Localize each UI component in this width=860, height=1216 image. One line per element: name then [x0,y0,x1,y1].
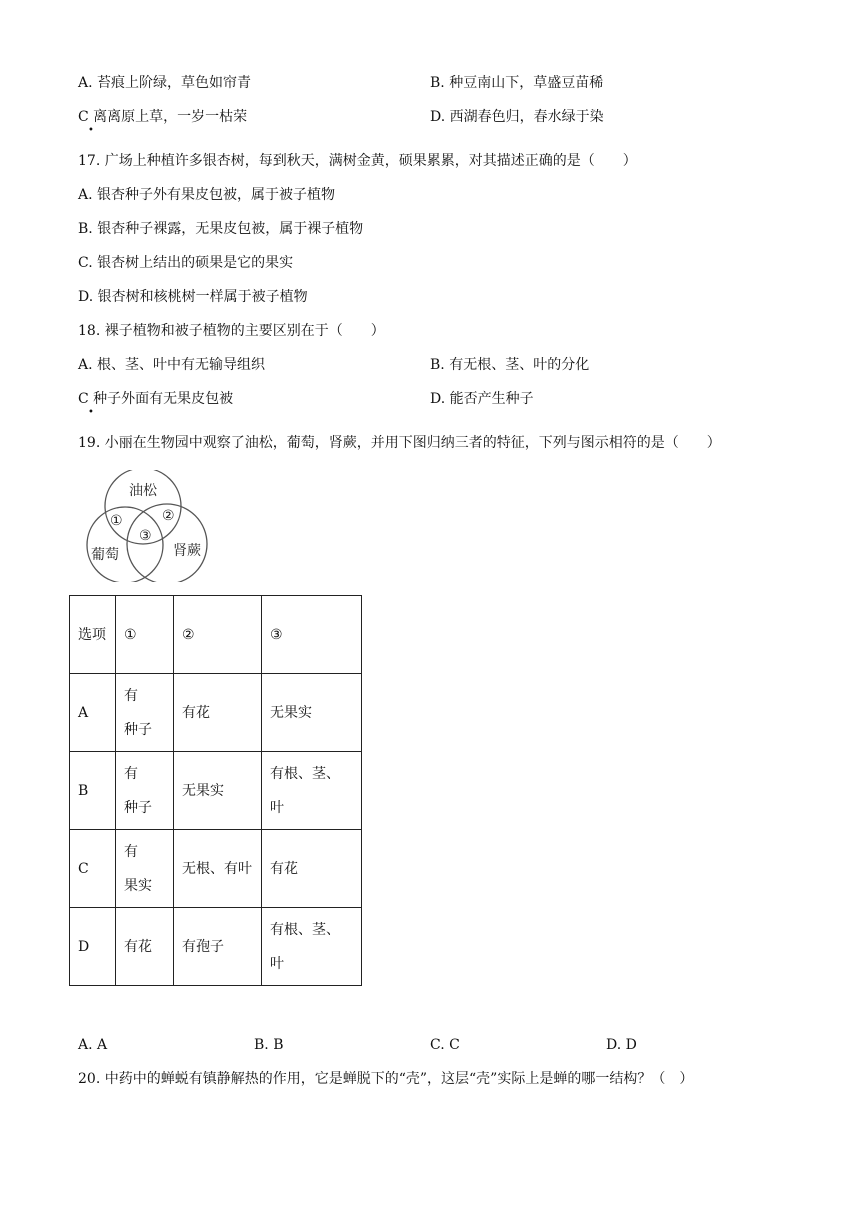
table-cell: 无根、有叶 [174,830,262,908]
venn-marker-2: ② [162,508,175,524]
table-cell: 有 果实 [116,830,174,908]
table-cell: A [70,674,116,752]
venn-marker-3: ③ [139,528,152,544]
q16-option-d: D. 西湖春色归，春水绿于染 [430,109,604,125]
q18-option-a: A. 根、茎、叶中有无输导组织 [78,357,266,373]
venn-marker-1: ① [110,513,123,529]
table-cell: 无果实 [174,752,262,830]
table-cell: C [70,830,116,908]
q19-answer-c: C. C [430,1037,460,1053]
venn-label-left: 葡萄 [91,547,119,563]
q17-option-b: B. 银杏种子裸露，无果皮包被，属于裸子植物 [78,221,364,237]
table-cell: 有根、茎、叶 [262,752,362,830]
q17-option-a: A. 银杏种子外有果皮包被，属于被子植物 [78,187,336,203]
venn-label-top: 油松 [129,483,157,499]
q19-answer-a: A. A [78,1037,108,1053]
q17-option-d: D. 银杏树和核桃树一样属于被子植物 [78,289,308,305]
table-cell: 有 种子 [116,674,174,752]
table-cell: B [70,752,116,830]
q19-answer-b: B. B [254,1037,284,1053]
q18-option-c: C 种子外面有无果皮包被 [78,391,234,407]
table-row [70,674,362,752]
q17-option-c: C. 银杏树上结出的硕果是它的果实 [78,255,294,271]
options-table [69,595,362,986]
table-header-cell: ③ [262,596,362,674]
table-cell: 无果实 [262,674,362,752]
table-cell: 有 种子 [116,752,174,830]
table-row [70,830,362,908]
q16-option-b: B. 种豆南山下，草盛豆苗稀 [430,75,604,91]
table-cell: 有根、茎、叶 [262,908,362,986]
table-header-row [70,596,362,674]
q18-stem: 18. 裸子植物和被子植物的主要区别在于（ ） [78,323,385,339]
table-row [70,752,362,830]
table-cell: 有孢子 [174,908,262,986]
q19-answer-d: D. D [606,1037,637,1053]
table-header-cell: ① [116,596,174,674]
q18-option-b: B. 有无根、茎、叶的分化 [430,357,590,373]
venn-label-right: 肾蕨 [173,543,201,559]
q20-stem: 20. 中药中的蝉蜕有镇静解热的作用，它是蝉脱下的“壳”，这层“壳”实际上是蝉的哪一结构？（ ） [78,1071,694,1087]
q17-stem: 17. 广场上种植许多银杏树，每到秋天，满树金黄，硕果累累，对其描述正确的是（ ） [78,153,637,169]
q16-option-a: A. 苔痕上阶绿，草色如帘青 [78,75,252,91]
q18-option-d: D. 能否产生种子 [430,391,534,407]
table-cell: 有花 [174,674,262,752]
q16-option-c: C 离离原上草，一岁一枯荣 [78,109,248,125]
emphasis-dot: • [88,125,94,136]
table-row [70,908,362,986]
venn-circle-left [87,507,163,582]
table-header-cell: ② [174,596,262,674]
table-cell: 有花 [116,908,174,986]
emphasis-dot: • [88,407,94,418]
table-cell: 有花 [262,830,362,908]
q19-stem: 19. 小丽在生物园中观察了油松，葡萄，肾蕨，并用下图归纳三者的特征，下列与图示相符的是（ ） [78,435,721,451]
table-cell: D [70,908,116,986]
venn-diagram [78,470,212,582]
table-header-cell: 选项 [70,596,116,674]
